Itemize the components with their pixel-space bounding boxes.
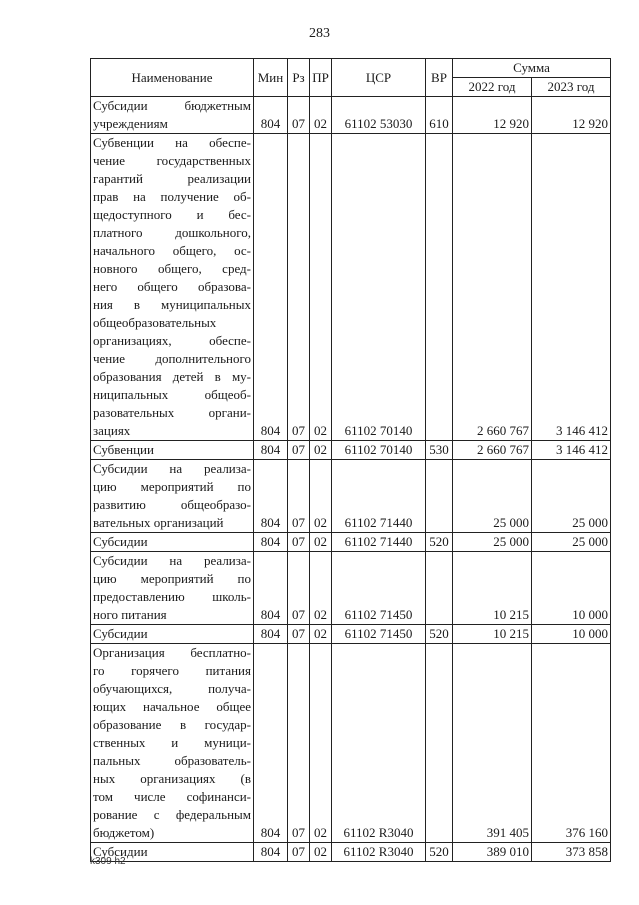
row-rz: 07	[288, 460, 310, 533]
header-year-2023: 2023 год	[532, 78, 611, 97]
row-pr: 02	[310, 625, 332, 644]
row-name-line: гарантий реализации	[93, 171, 251, 186]
row-amount-2023: 10 000	[532, 552, 611, 625]
header-sum: Сумма	[453, 59, 611, 78]
row-amount-2023: 3 146 412	[532, 441, 611, 460]
row-name-line: том числе софинанси-	[93, 789, 251, 804]
row-amount-2022: 391 405	[453, 644, 532, 843]
row-name-line: ющих начальное общее	[93, 699, 251, 714]
row-csr: 61102 71440	[332, 533, 426, 552]
row-amount-2022: 2 660 767	[453, 441, 532, 460]
row-name-line: разовательных органи-	[93, 405, 251, 420]
row-name-line: Субсидии	[93, 844, 148, 859]
row-csr: 61102 R3040	[332, 644, 426, 843]
row-name-line: ных организациях (в	[93, 771, 251, 786]
row-name-line: Субвенции на обеспе-	[93, 135, 251, 150]
row-vr	[426, 552, 453, 625]
header-pr: ПР	[310, 59, 332, 97]
table-row	[91, 552, 611, 625]
row-name	[91, 552, 254, 625]
row-csr: 61102 71450	[332, 552, 426, 625]
row-vr: 530	[426, 441, 453, 460]
row-amount-2023: 376 160	[532, 644, 611, 843]
row-name	[91, 460, 254, 533]
row-pr: 02	[310, 441, 332, 460]
row-amount-2022: 389 010	[453, 843, 532, 862]
row-rz: 07	[288, 441, 310, 460]
row-rz: 07	[288, 97, 310, 134]
row-min: 804	[254, 134, 288, 441]
table-row	[91, 843, 611, 862]
table-body	[91, 97, 611, 862]
row-name-line: него общего образова-	[93, 279, 251, 294]
row-name-line: учреждениям	[93, 116, 168, 131]
row-name-line: щедоступного и бес-	[93, 207, 251, 222]
row-name-line: развитию общеобразо-	[93, 497, 251, 512]
row-min: 804	[254, 644, 288, 843]
row-min: 804	[254, 533, 288, 552]
row-name-line: бюджетом)	[93, 825, 155, 840]
row-name	[91, 441, 254, 460]
row-vr: 520	[426, 533, 453, 552]
row-amount-2023: 25 000	[532, 460, 611, 533]
page-number: 283	[309, 26, 330, 41]
row-name-line: общеобразовательных	[93, 315, 217, 330]
header-csr: ЦСР	[332, 59, 426, 97]
row-name-line: образование в государ-	[93, 717, 251, 732]
row-csr: 61102 R3040	[332, 843, 426, 862]
row-rz: 07	[288, 644, 310, 843]
header-name: Наименование	[91, 59, 254, 97]
row-amount-2022: 25 000	[453, 460, 532, 533]
row-rz: 07	[288, 552, 310, 625]
row-amount-2022: 25 000	[453, 533, 532, 552]
row-name-line: пальных образователь-	[93, 753, 251, 768]
row-name-line: ного питания	[93, 607, 167, 622]
row-pr: 02	[310, 644, 332, 843]
footer-code: k309 h2	[90, 856, 126, 867]
row-min: 804	[254, 97, 288, 134]
row-amount-2023: 3 146 412	[532, 134, 611, 441]
row-vr: 520	[426, 843, 453, 862]
row-vr	[426, 134, 453, 441]
row-name-line: Субсидии	[93, 534, 148, 549]
row-pr: 02	[310, 533, 332, 552]
row-amount-2023: 12 920	[532, 97, 611, 134]
budget-table	[90, 58, 611, 862]
row-name-line: начального общего, ос-	[93, 243, 251, 258]
row-min: 804	[254, 625, 288, 644]
table-row	[91, 441, 611, 460]
row-pr: 02	[310, 134, 332, 441]
row-name-line: ния в муниципальных	[93, 297, 251, 312]
row-rz: 07	[288, 625, 310, 644]
row-name	[91, 533, 254, 552]
row-csr: 61102 53030	[332, 97, 426, 134]
row-vr: 610	[426, 97, 453, 134]
row-name-line: прав на получение об-	[93, 189, 251, 204]
row-min: 804	[254, 552, 288, 625]
row-amount-2023: 373 858	[532, 843, 611, 862]
row-name-line: обучающихся, получа-	[93, 681, 251, 696]
row-csr: 61102 70140	[332, 441, 426, 460]
row-vr	[426, 460, 453, 533]
row-name-line: зациях	[93, 423, 131, 438]
row-pr: 02	[310, 552, 332, 625]
row-vr: 520	[426, 625, 453, 644]
row-name-line: цию мероприятий по	[93, 571, 251, 586]
row-name	[91, 644, 254, 843]
row-name-line: чение государственных	[93, 153, 251, 168]
row-name	[91, 97, 254, 134]
row-csr: 61102 71450	[332, 625, 426, 644]
row-min: 804	[254, 441, 288, 460]
table-row	[91, 134, 611, 441]
row-min: 804	[254, 843, 288, 862]
row-amount-2022: 10 215	[453, 625, 532, 644]
row-min: 804	[254, 460, 288, 533]
row-name-line: го горячего питания	[93, 663, 251, 678]
row-pr: 02	[310, 97, 332, 134]
row-name-line: Субсидии на реализа-	[93, 553, 251, 568]
table-row	[91, 625, 611, 644]
row-vr	[426, 644, 453, 843]
row-name-line: Организация бесплатно-	[93, 645, 251, 660]
row-name-line: чение дополнительного	[93, 351, 251, 366]
row-amount-2022: 12 920	[453, 97, 532, 134]
row-rz: 07	[288, 533, 310, 552]
row-amount-2023: 10 000	[532, 625, 611, 644]
header-year-2022: 2022 год	[453, 78, 532, 97]
table-row	[91, 644, 611, 843]
row-name-line: Субсидии на реализа-	[93, 461, 251, 476]
row-name-line: Субсидии	[93, 626, 148, 641]
row-pr: 02	[310, 460, 332, 533]
row-name-line: ственных и муници-	[93, 735, 251, 750]
row-name-line: вательных организаций	[93, 515, 224, 530]
row-name	[91, 625, 254, 644]
table-row	[91, 533, 611, 552]
row-name-line: предоставлению школь-	[93, 589, 251, 604]
row-amount-2023: 25 000	[532, 533, 611, 552]
table-row	[91, 97, 611, 134]
table-row	[91, 460, 611, 533]
row-amount-2022: 2 660 767	[453, 134, 532, 441]
row-name-line: рование с федеральным	[93, 807, 251, 822]
row-name-line: организациях, обеспе-	[93, 333, 251, 348]
row-csr: 61102 70140	[332, 134, 426, 441]
header-min: Мин	[254, 59, 288, 97]
row-csr: 61102 71440	[332, 460, 426, 533]
row-name-line: Субсидии бюджетным	[93, 98, 251, 113]
row-pr: 02	[310, 843, 332, 862]
row-rz: 07	[288, 134, 310, 441]
row-name-line: образования детей в му-	[93, 369, 251, 384]
row-rz: 07	[288, 843, 310, 862]
row-name-line: ниципальных общеоб-	[93, 387, 251, 402]
row-name-line: цию мероприятий по	[93, 479, 251, 494]
row-name-line: новного общего, сред-	[93, 261, 251, 276]
row-name	[91, 134, 254, 441]
row-name-line: платного дошкольного,	[93, 225, 251, 240]
header-vr: ВР	[426, 59, 453, 97]
row-amount-2022: 10 215	[453, 552, 532, 625]
header-rz: Рз	[288, 59, 310, 97]
row-name-line: Субвенции	[93, 442, 154, 457]
